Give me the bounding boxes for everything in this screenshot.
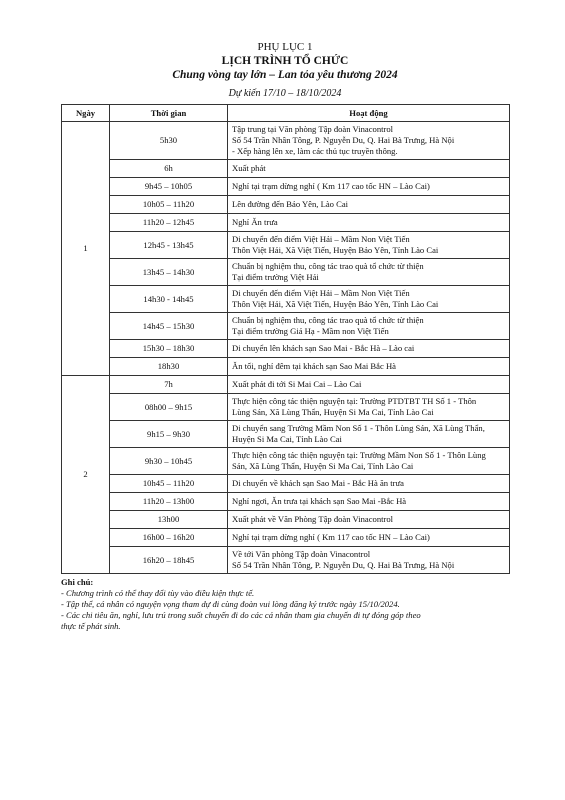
activity-line: Tại điểm trường Việt Hải — [232, 272, 319, 282]
activity-line: Nghỉ tại trạm dừng nghỉ ( Km 117 cao tốc HN – Lào Cai) — [232, 532, 430, 542]
schedule-body — [62, 122, 510, 574]
activity-line: - Xếp hàng lên xe, làm các thủ tục truyền thông. — [232, 146, 398, 156]
table-row — [62, 529, 510, 547]
time-cell: 14h30 - 14h45 — [110, 286, 228, 313]
day-cell: 1 — [62, 122, 110, 376]
document-header — [61, 40, 509, 101]
appendix-label: PHỤ LỤC 1 — [257, 41, 313, 53]
activity-cell — [228, 232, 510, 259]
notes-section — [61, 577, 509, 632]
activity-line: Tại điểm trường Giả Hạ - Mầm non Việt Tiến — [232, 326, 389, 336]
activity-line: Số 54 Trần Nhân Tông, P. Nguyễn Du, Q. Hai Bà Trưng, Hà Nội — [232, 560, 455, 570]
table-row — [62, 376, 510, 394]
time-cell: 14h45 – 15h30 — [110, 313, 228, 340]
time-cell: 9h45 – 10h05 — [110, 178, 228, 196]
activity-cell — [228, 160, 510, 178]
activity-line: Di chuyển sang Trường Mầm Non Số 1 - Thôn Lùng Sán, Xã Lùng Thẩn, — [232, 423, 485, 433]
activity-cell — [228, 358, 510, 376]
activity-line: Chuẩn bị nghiệm thu, công tác trao quà tổ chức từ thiện — [232, 315, 424, 325]
time-cell: 15h30 – 18h30 — [110, 340, 228, 358]
table-row — [62, 448, 510, 475]
activity-line: Chuẩn bị nghiệm thu, công tác trao quà tổ chức từ thiện — [232, 261, 424, 271]
activity-line: Nghỉ ngơi, Ăn trưa tại khách sạn Sao Mai -Bắc Hà — [232, 496, 407, 506]
activity-cell — [228, 421, 510, 448]
time-cell: 16h20 – 18h45 — [110, 547, 228, 574]
table-row — [62, 196, 510, 214]
table-row — [62, 214, 510, 232]
activity-cell — [228, 340, 510, 358]
note-line: thực tế phát sinh. — [61, 621, 121, 631]
time-cell: 10h45 – 11h20 — [110, 475, 228, 493]
activity-cell — [228, 286, 510, 313]
document-page — [61, 40, 509, 632]
time-cell: 08h00 – 9h15 — [110, 394, 228, 421]
activity-cell — [228, 259, 510, 286]
column-header-activity: Hoạt động — [228, 105, 510, 122]
table-row — [62, 547, 510, 574]
activity-line: Thôn Việt Hải, Xã Việt Tiến, Huyện Bảo Yên, Tỉnh Lào Cai — [232, 245, 439, 255]
time-cell: 13h45 – 14h30 — [110, 259, 228, 286]
activity-line: Thôn Việt Hải, Xã Việt Tiến, Huyện Bảo Yên, Tỉnh Lào Cai — [232, 299, 439, 309]
activity-line: Về tới Văn phòng Tập đoàn Vinacontrol — [232, 549, 371, 559]
table-row — [62, 122, 510, 160]
activity-line: Thực hiện công tác thiện nguyện tại: Trường PTDTBT TH Số 1 - Thôn — [232, 396, 477, 406]
note-line: - Chương trình có thể thay đổi tùy vào điều kiện thực tế. — [61, 588, 255, 598]
activity-cell — [228, 178, 510, 196]
time-cell: 13h00 — [110, 511, 228, 529]
activity-cell — [228, 511, 510, 529]
note-line: - Các chi tiêu ăn, nghỉ, lưu trú trong suốt chuyến đi do các cá nhân tham gia chuyến đi tự đóng góp theo — [61, 610, 421, 620]
time-cell: 16h00 – 16h20 — [110, 529, 228, 547]
document-subtitle: Chung vòng tay lớn – Lan tỏa yêu thương 2024 — [172, 69, 398, 81]
table-row — [62, 493, 510, 511]
activity-cell — [228, 529, 510, 547]
time-cell: 6h — [110, 160, 228, 178]
table-row — [62, 286, 510, 313]
activity-line: Di chuyển đến điểm Việt Hải – Mầm Non Việt Tiến — [232, 234, 410, 244]
table-row — [62, 178, 510, 196]
time-cell: 18h30 — [110, 358, 228, 376]
table-row — [62, 358, 510, 376]
table-row — [62, 313, 510, 340]
activity-line: Lùng Sán, Xã Lùng Thẩn, Huyện Si Ma Cai, Tỉnh Lào Cai — [232, 407, 434, 417]
time-cell: 10h05 – 11h20 — [110, 196, 228, 214]
time-cell: 5h30 — [110, 122, 228, 160]
activity-line: Nghỉ Ăn trưa — [232, 217, 278, 227]
table-header-row — [62, 105, 510, 122]
time-cell: 11h20 – 12h45 — [110, 214, 228, 232]
activity-cell — [228, 448, 510, 475]
time-cell: 11h20 – 13h00 — [110, 493, 228, 511]
activity-line: Xuất phát đi tới Si Mai Cai – Lào Cai — [232, 379, 362, 389]
activity-line: Lên đường đến Bảo Yên, Lào Cai — [232, 199, 349, 209]
activity-line: Di chuyển đến điểm Việt Hải – Mầm Non Việt Tiến — [232, 288, 410, 298]
activity-line: Sán, Xã Lùng Thẩn, Huyện Si Ma Cai, Tỉnh Lào Cai — [232, 461, 414, 471]
activity-cell — [228, 196, 510, 214]
activity-line: Thực hiện công tác thiện nguyện tại: Trường Mầm Non Số 1 - Thôn Lùng — [232, 450, 486, 460]
day-cell: 2 — [62, 376, 110, 574]
table-row — [62, 511, 510, 529]
activity-line: Nghỉ tại trạm dừng nghỉ ( Km 117 cao tốc HN – Lào Cai) — [232, 181, 430, 191]
activity-cell — [228, 313, 510, 340]
activity-cell — [228, 394, 510, 421]
time-cell: 7h — [110, 376, 228, 394]
table-row — [62, 340, 510, 358]
activity-cell — [228, 475, 510, 493]
activity-line: Xuất phát về Văn Phòng Tập đoàn Vinacontrol — [232, 514, 394, 524]
activity-cell — [228, 122, 510, 160]
activity-cell — [228, 214, 510, 232]
activity-cell — [228, 493, 510, 511]
activity-line: Tập trung tại Văn phòng Tập đoàn Vinacontrol — [232, 124, 394, 134]
activity-line: Xuất phát — [232, 163, 266, 173]
document-title: LỊCH TRÌNH TỔ CHỨC — [221, 55, 349, 67]
activity-cell — [228, 376, 510, 394]
activity-line: Huyện Si Ma Cai, Tỉnh Lào Cai — [232, 434, 342, 444]
schedule-table — [61, 104, 510, 574]
table-row — [62, 394, 510, 421]
activity-line: Ăn tối, nghỉ đêm tại khách sạn Sao Mai Bắc Hà — [232, 361, 396, 371]
time-cell: 9h30 – 10h45 — [110, 448, 228, 475]
activity-line: Số 54 Trần Nhân Tông, P. Nguyễn Du, Q. Hai Bà Trưng, Hà Nội — [232, 135, 455, 145]
activity-line: Di chuyển lên khách sạn Sao Mai - Bắc Hà – Lào cai — [232, 343, 415, 353]
activity-cell — [228, 547, 510, 574]
table-row — [62, 160, 510, 178]
column-header-day: Ngày — [62, 105, 110, 122]
table-row — [62, 475, 510, 493]
notes-title: Ghi chú: — [61, 577, 94, 587]
note-line: - Tập thể, cá nhân có nguyện vọng tham dự đi cùng đoàn vui lòng đăng ký trước ngày 15/10/2024. — [61, 599, 400, 609]
activity-line: Di chuyển về khách sạn Sao Mai - Bắc Hà ăn trưa — [232, 478, 404, 488]
table-row — [62, 259, 510, 286]
table-row — [62, 232, 510, 259]
schedule-dates: Dự kiến 17/10 – 18/10/2024 — [228, 88, 342, 99]
column-header-time: Thời gian — [110, 105, 228, 122]
table-row — [62, 421, 510, 448]
time-cell: 9h15 – 9h30 — [110, 421, 228, 448]
time-cell: 12h45 - 13h45 — [110, 232, 228, 259]
